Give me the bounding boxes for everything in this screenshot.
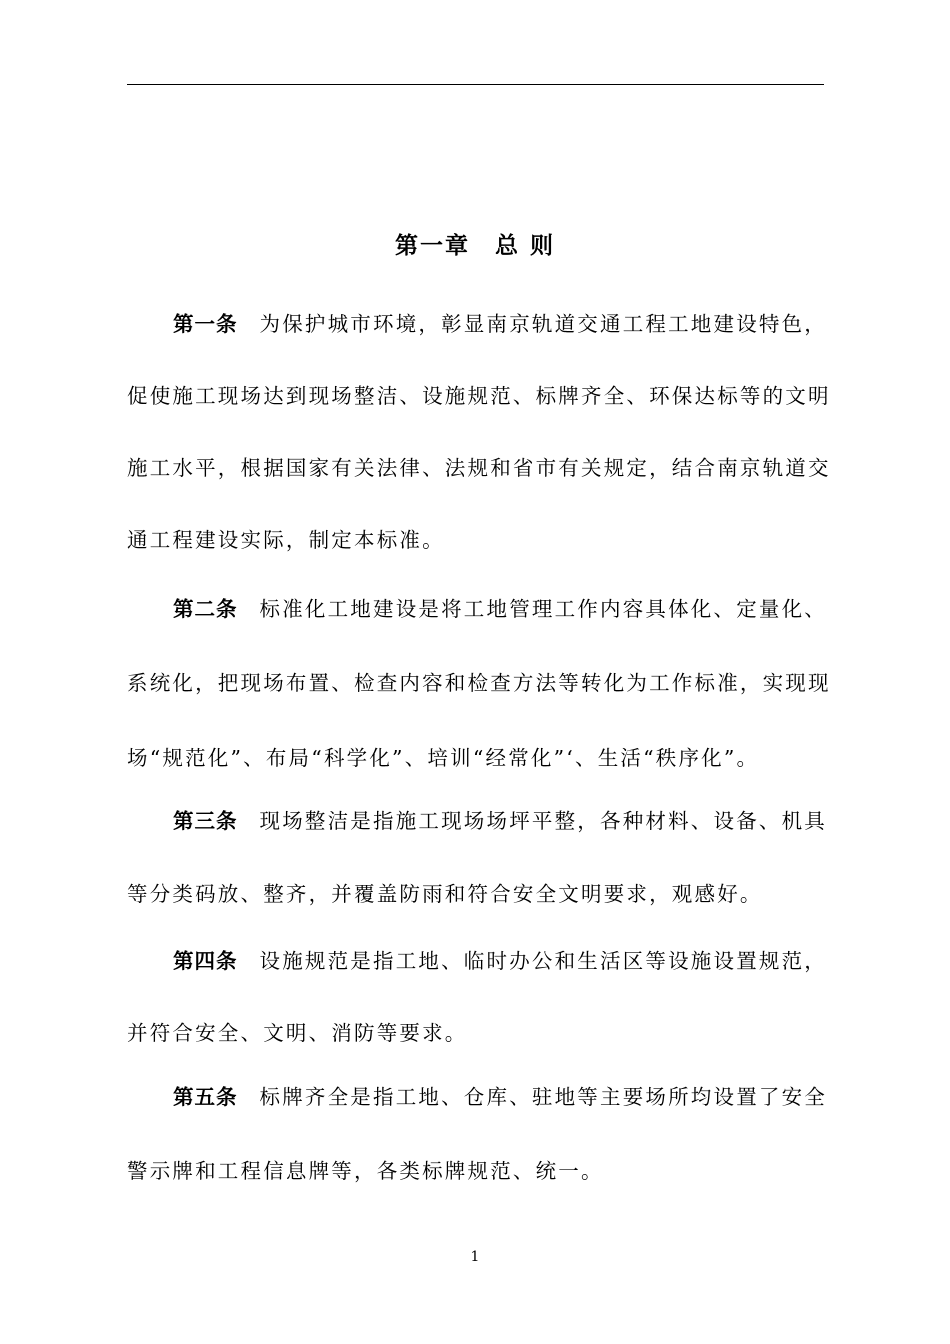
article-2-line-3: 场“规范化”、布局“科学化”、培训“经常化”‘、生活“秩序化”。 — [127, 746, 760, 770]
article-1-line-4: 通工程建设实际，制定本标准。 — [127, 528, 445, 552]
chapter-title: 第一章 总 则 — [394, 232, 555, 259]
article-1-line-3: 施工水平，根据国家有关法律、法规和省市有关规定，结合南京轨道交 — [127, 456, 831, 480]
article-5-line-2: 警示牌和工程信息牌等，各类标牌规范、统一。 — [127, 1159, 604, 1183]
article-4-line-2: 并符合安全、文明、消防等要求。 — [127, 1021, 468, 1045]
article-1-line-2: 促使施工现场达到现场整洁、设施规范、标牌齐全、环保达标等的文明 — [127, 384, 831, 408]
article-5-line-1 — [173, 1079, 827, 1115]
article-4-label: 第四条 — [173, 949, 238, 973]
article-1-line-1 — [173, 306, 827, 342]
article-3-line-1 — [173, 803, 827, 839]
header-rule — [127, 84, 824, 85]
article-3-line-2: 等分类码放、整齐，并覆盖防雨和符合安全文明要求，观感好。 — [127, 882, 763, 906]
article-3-text: 现场整洁是指施工现场场坪平整，各种材料、设备、机具 — [259, 809, 827, 833]
article-2-label: 第二条 — [173, 597, 238, 621]
page-number: 1 — [470, 1249, 480, 1265]
article-5-label: 第五条 — [173, 1085, 238, 1109]
article-2-text: 标准化工地建设是将工地管理工作内容具体化、定量化、 — [259, 597, 827, 621]
article-2-line-2: 系统化，把现场布置、检查内容和检查方法等转化为工作标准，实现现 — [127, 671, 831, 695]
article-2-line-1 — [173, 591, 827, 627]
article-3-label: 第三条 — [173, 809, 238, 833]
article-4-line-1 — [173, 943, 827, 979]
article-1-label: 第一条 — [173, 312, 238, 336]
article-4-text: 设施规范是指工地、临时办公和生活区等设施设置规范， — [259, 949, 827, 973]
article-1-text: 为保护城市环境，彰显南京轨道交通工程工地建设特色， — [259, 312, 827, 336]
article-5-text: 标牌齐全是指工地、仓库、驻地等主要场所均设置了安全 — [259, 1085, 827, 1109]
